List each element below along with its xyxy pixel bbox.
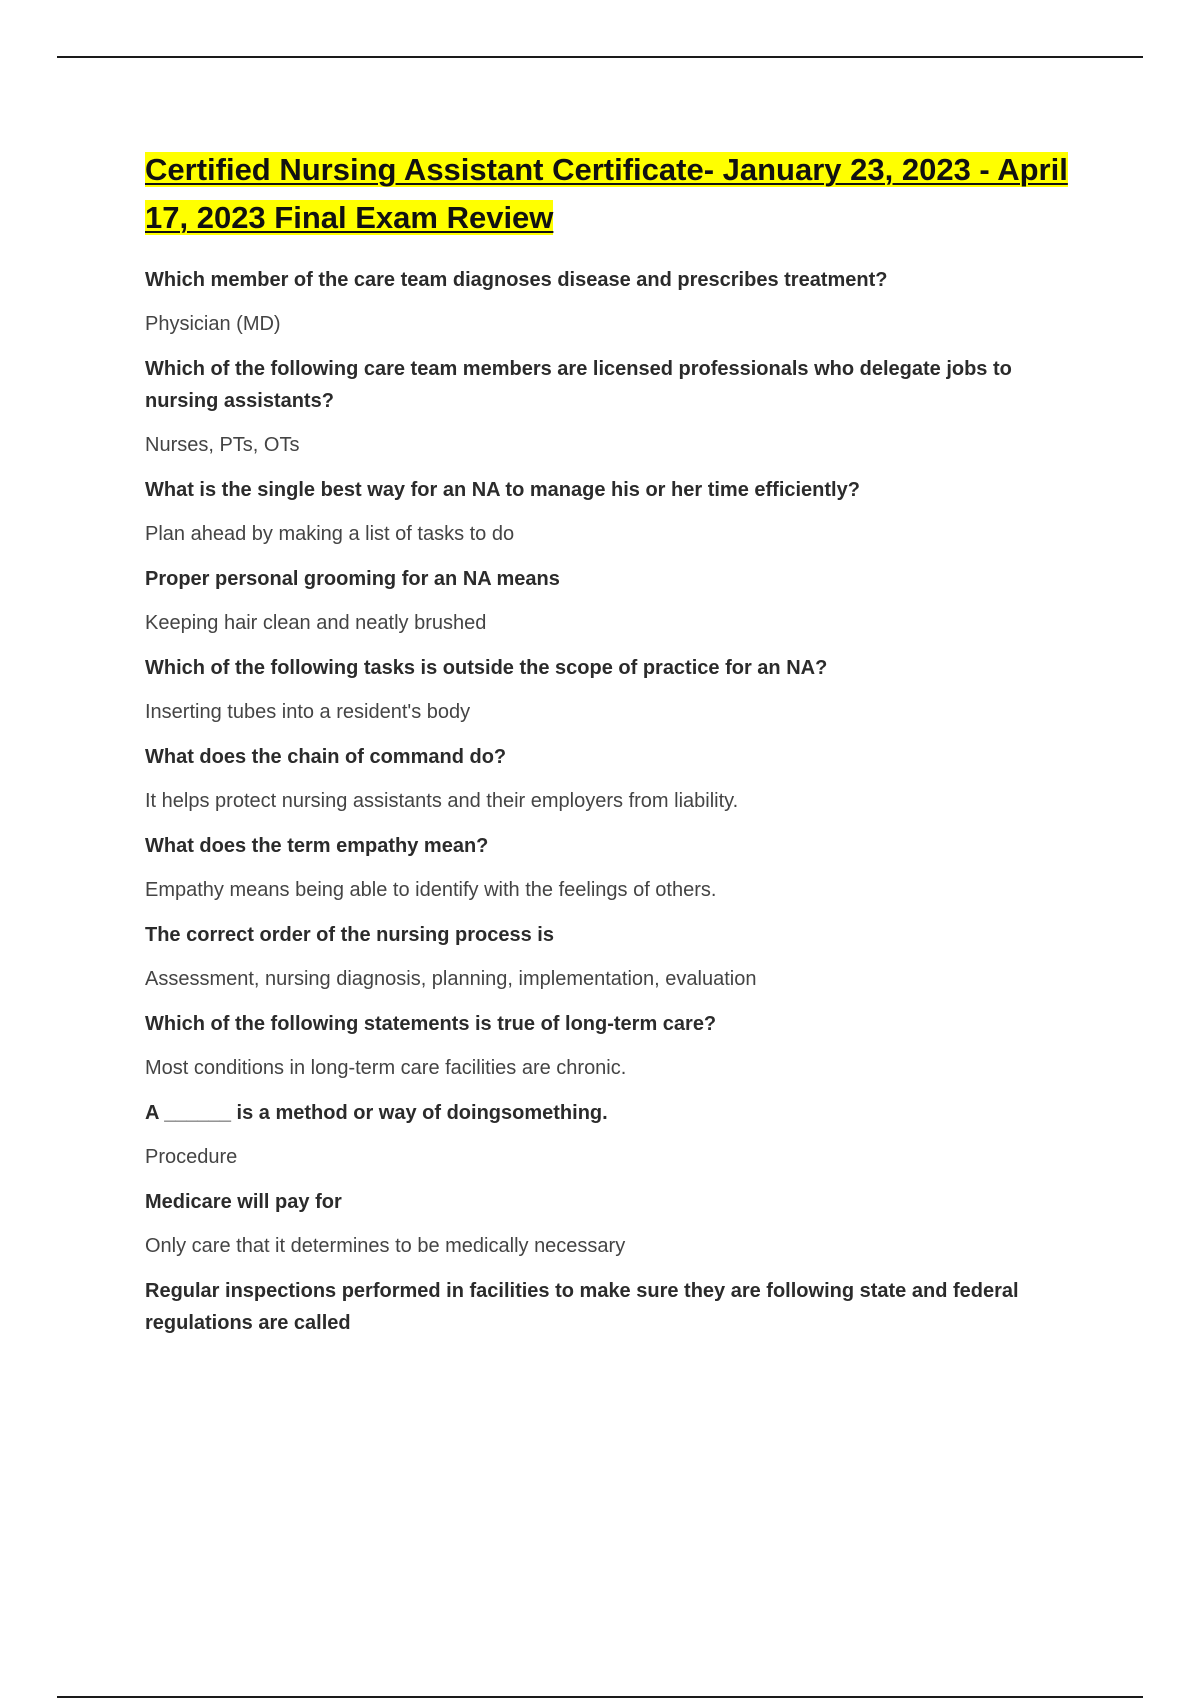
- top-rule: [57, 56, 1143, 58]
- bottom-rule: [57, 1696, 1143, 1698]
- document-title: [145, 146, 1085, 242]
- qa-item: [145, 652, 1085, 728]
- answer-text: Most conditions in long-term care facilities are chronic.: [145, 1057, 627, 1079]
- answer-text: Inserting tubes into a resident's body: [145, 701, 471, 723]
- question-text: Medicare will pay for: [145, 1191, 342, 1213]
- question-text: Which of the following statements is true of long-term care?: [145, 1013, 717, 1035]
- qa-item: [145, 474, 1085, 550]
- answer-text: Plan ahead by making a list of tasks to do: [145, 523, 515, 545]
- question-text: A ______ is a method or way of doingsomething.: [145, 1102, 608, 1124]
- answer-text: It helps protect nursing assistants and their employers from liability.: [145, 790, 739, 812]
- question-text: Proper personal grooming for an NA means: [145, 568, 560, 590]
- answer-text: Assessment, nursing diagnosis, planning, implementation, evaluation: [145, 968, 757, 990]
- qa-item: [145, 264, 1085, 340]
- question-text: What is the single best way for an NA to manage his or her time efficiently?: [145, 479, 860, 501]
- answer-text: Keeping hair clean and neatly brushed: [145, 612, 487, 634]
- question-text: What does the term empathy mean?: [145, 835, 489, 857]
- document-body: [145, 146, 1085, 1351]
- qa-item: [145, 1186, 1085, 1262]
- question-text: Regular inspections performed in facilities to make sure they are following state and federal regulations are called: [145, 1280, 1019, 1334]
- answer-text: Procedure: [145, 1146, 238, 1168]
- qa-item: [145, 1008, 1085, 1084]
- qa-item: [145, 1275, 1085, 1339]
- document-title-text: Certified Nursing Assistant Certificate- January 23, 2023 - April 17, 2023 Final Exam Review: [145, 152, 1068, 235]
- qa-item: [145, 919, 1085, 995]
- qa-item: [145, 741, 1085, 817]
- question-text: Which member of the care team diagnoses disease and prescribes treatment?: [145, 269, 888, 291]
- answer-text: Empathy means being able to identify with the feelings of others.: [145, 879, 717, 901]
- answer-text: Physician (MD): [145, 313, 281, 335]
- qa-item: [145, 830, 1085, 906]
- qa-item: [145, 353, 1085, 461]
- qa-item: [145, 1097, 1085, 1173]
- answer-text: Nurses, PTs, OTs: [145, 434, 300, 456]
- qa-list: [145, 264, 1085, 1339]
- question-text: The correct order of the nursing process is: [145, 924, 554, 946]
- answer-text: Only care that it determines to be medically necessary: [145, 1235, 626, 1257]
- question-text: What does the chain of command do?: [145, 746, 507, 768]
- question-text: Which of the following care team members are licensed professionals who delegate jobs to nursing assistants?: [145, 358, 1012, 412]
- question-text: Which of the following tasks is outside the scope of practice for an NA?: [145, 657, 828, 679]
- qa-item: [145, 563, 1085, 639]
